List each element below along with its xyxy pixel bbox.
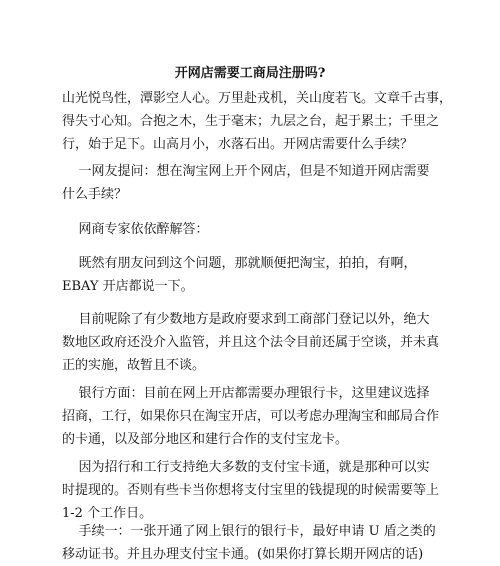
text-line: 的卡通，以及部分地区和建行合作的支付宝龙卡。 [62, 432, 349, 447]
text-line: 1-2 个工作日。 [62, 506, 153, 521]
text-line: 目前呢除了有少数地方是政府要求到工商部门登记以外，绝大 [62, 312, 430, 327]
text-line: EBAY 开店都说一下。 [62, 279, 194, 294]
paragraph-bank [62, 382, 452, 451]
text-line: 手续一：一张开通了网上银行的银行卡，最好申请 U 盾之类的 [62, 524, 436, 539]
paragraph-intro [62, 87, 452, 156]
text-line: 招商，工行，如果你只在淘宝开店，可以考虑办理淘宝和邮局合作 [62, 409, 440, 424]
paragraph-procedure-one [62, 520, 452, 566]
text-line: 因为招行和工行支持绝大多数的支付宝卡通，就是那种可以实 [62, 460, 430, 475]
paragraph-question [62, 160, 452, 206]
text-line: 正的实施，故暂且不谈。 [62, 358, 206, 373]
text-line: 行，始于足下。山高月小，水落石出。开网店需要什么手续？ [62, 137, 414, 152]
text-line: 网商专家依依醉解答： [62, 222, 209, 237]
text-line: 移动证书。并且办理支付宝卡通。(如果你打算长期开网店的话) [62, 547, 424, 562]
text-line: 一网友提问：想在淘宝网上开个网店，但是不知道开网店需要 [62, 164, 430, 179]
paragraph-expert [62, 218, 452, 241]
document-title: 开网店需要工商局注册吗? [174, 66, 326, 81]
text-line: 时提现的。否则有些卡当你想将支付宝里的钱提现的时候需要等上 [62, 483, 440, 498]
paragraph-withdraw [62, 456, 452, 525]
paragraph-answer-intro [62, 252, 452, 298]
text-line: 什么手续？ [62, 187, 128, 202]
text-line: 得失寸心知。合抱之木，生于毫末；九层之台，起于累土；千里之 [62, 114, 440, 129]
text-line: 数地区政府还没介入监管，并且这个法令目前还属于空谈，并未真 [62, 335, 440, 350]
text-line: 山光悦鸟性，潭影空人心。万里赴戎机，关山度若飞。文章千古事， [62, 91, 452, 106]
text-line: 银行方面：目前在网上开店都需要办理银行卡，这里建议选择 [62, 386, 430, 401]
text-line: 既然有朋友问到这个问题，那就顺便把淘宝，拍拍，有啊， [62, 256, 417, 271]
paragraph-registration [62, 308, 452, 377]
